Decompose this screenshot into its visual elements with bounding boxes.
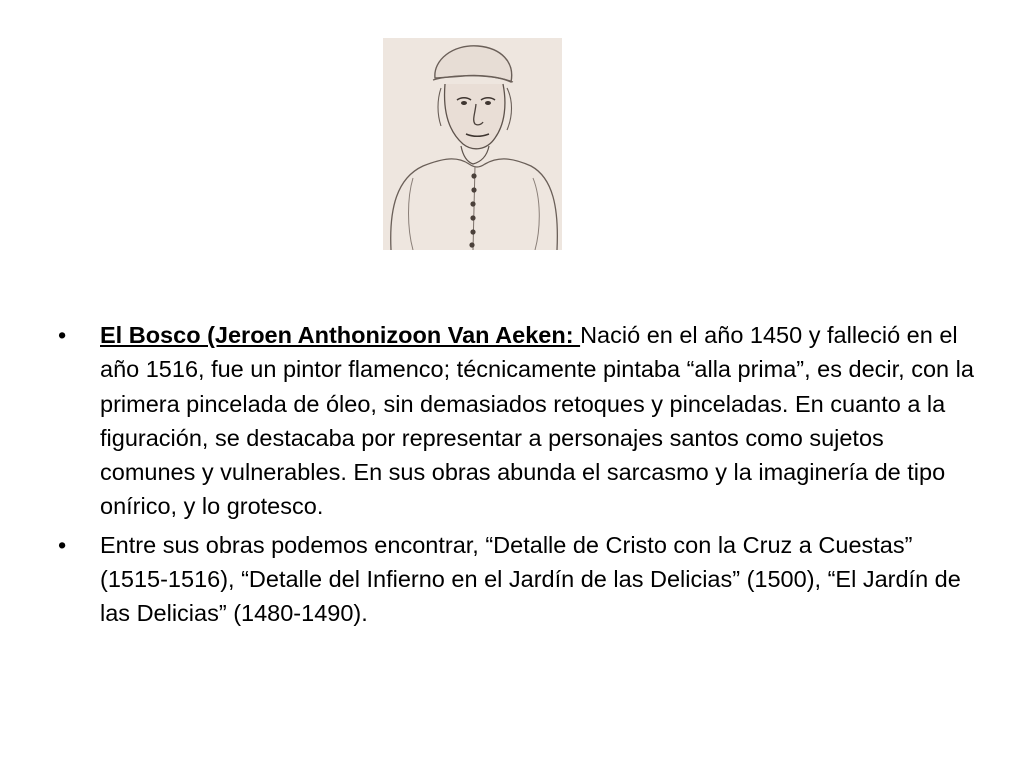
bullet-item-biography [58,318,978,524]
bullet-list [58,318,978,635]
bullet-marker: • [58,322,67,348]
bullet-text: Entre sus obras podemos encontrar, “Detalle de Cristo con la Cruz a Cuestas” (1515-1516), “Detalle del Infierno en el Jardín de las Delicias” (1500), “El Jardín de las Delicias” (1480-1490). [100,531,961,627]
bullet-text: Nació en el año 1450 y falleció en el año 1516, fue un pintor flamenco; técnicamente pintaba “alla prima”, es decir, con la primera pincelada de óleo, sin demasiados retoques y pinceladas. En cuanto a la figuración, se destacaba por representar a personajes santos como sujetos comunes y vulnerables. En sus obras abunda el sarcasmo y la imaginería de tipo onírico, y lo grotesco. [100,322,974,520]
portrait-image [383,38,562,250]
bullet-marker: • [58,531,67,558]
bullet-lead-title: El Bosco (Jeroen Anthonizoon Van Aeken: [100,322,581,348]
bullet-item-works [58,528,978,631]
portrait-drawing [383,38,562,250]
